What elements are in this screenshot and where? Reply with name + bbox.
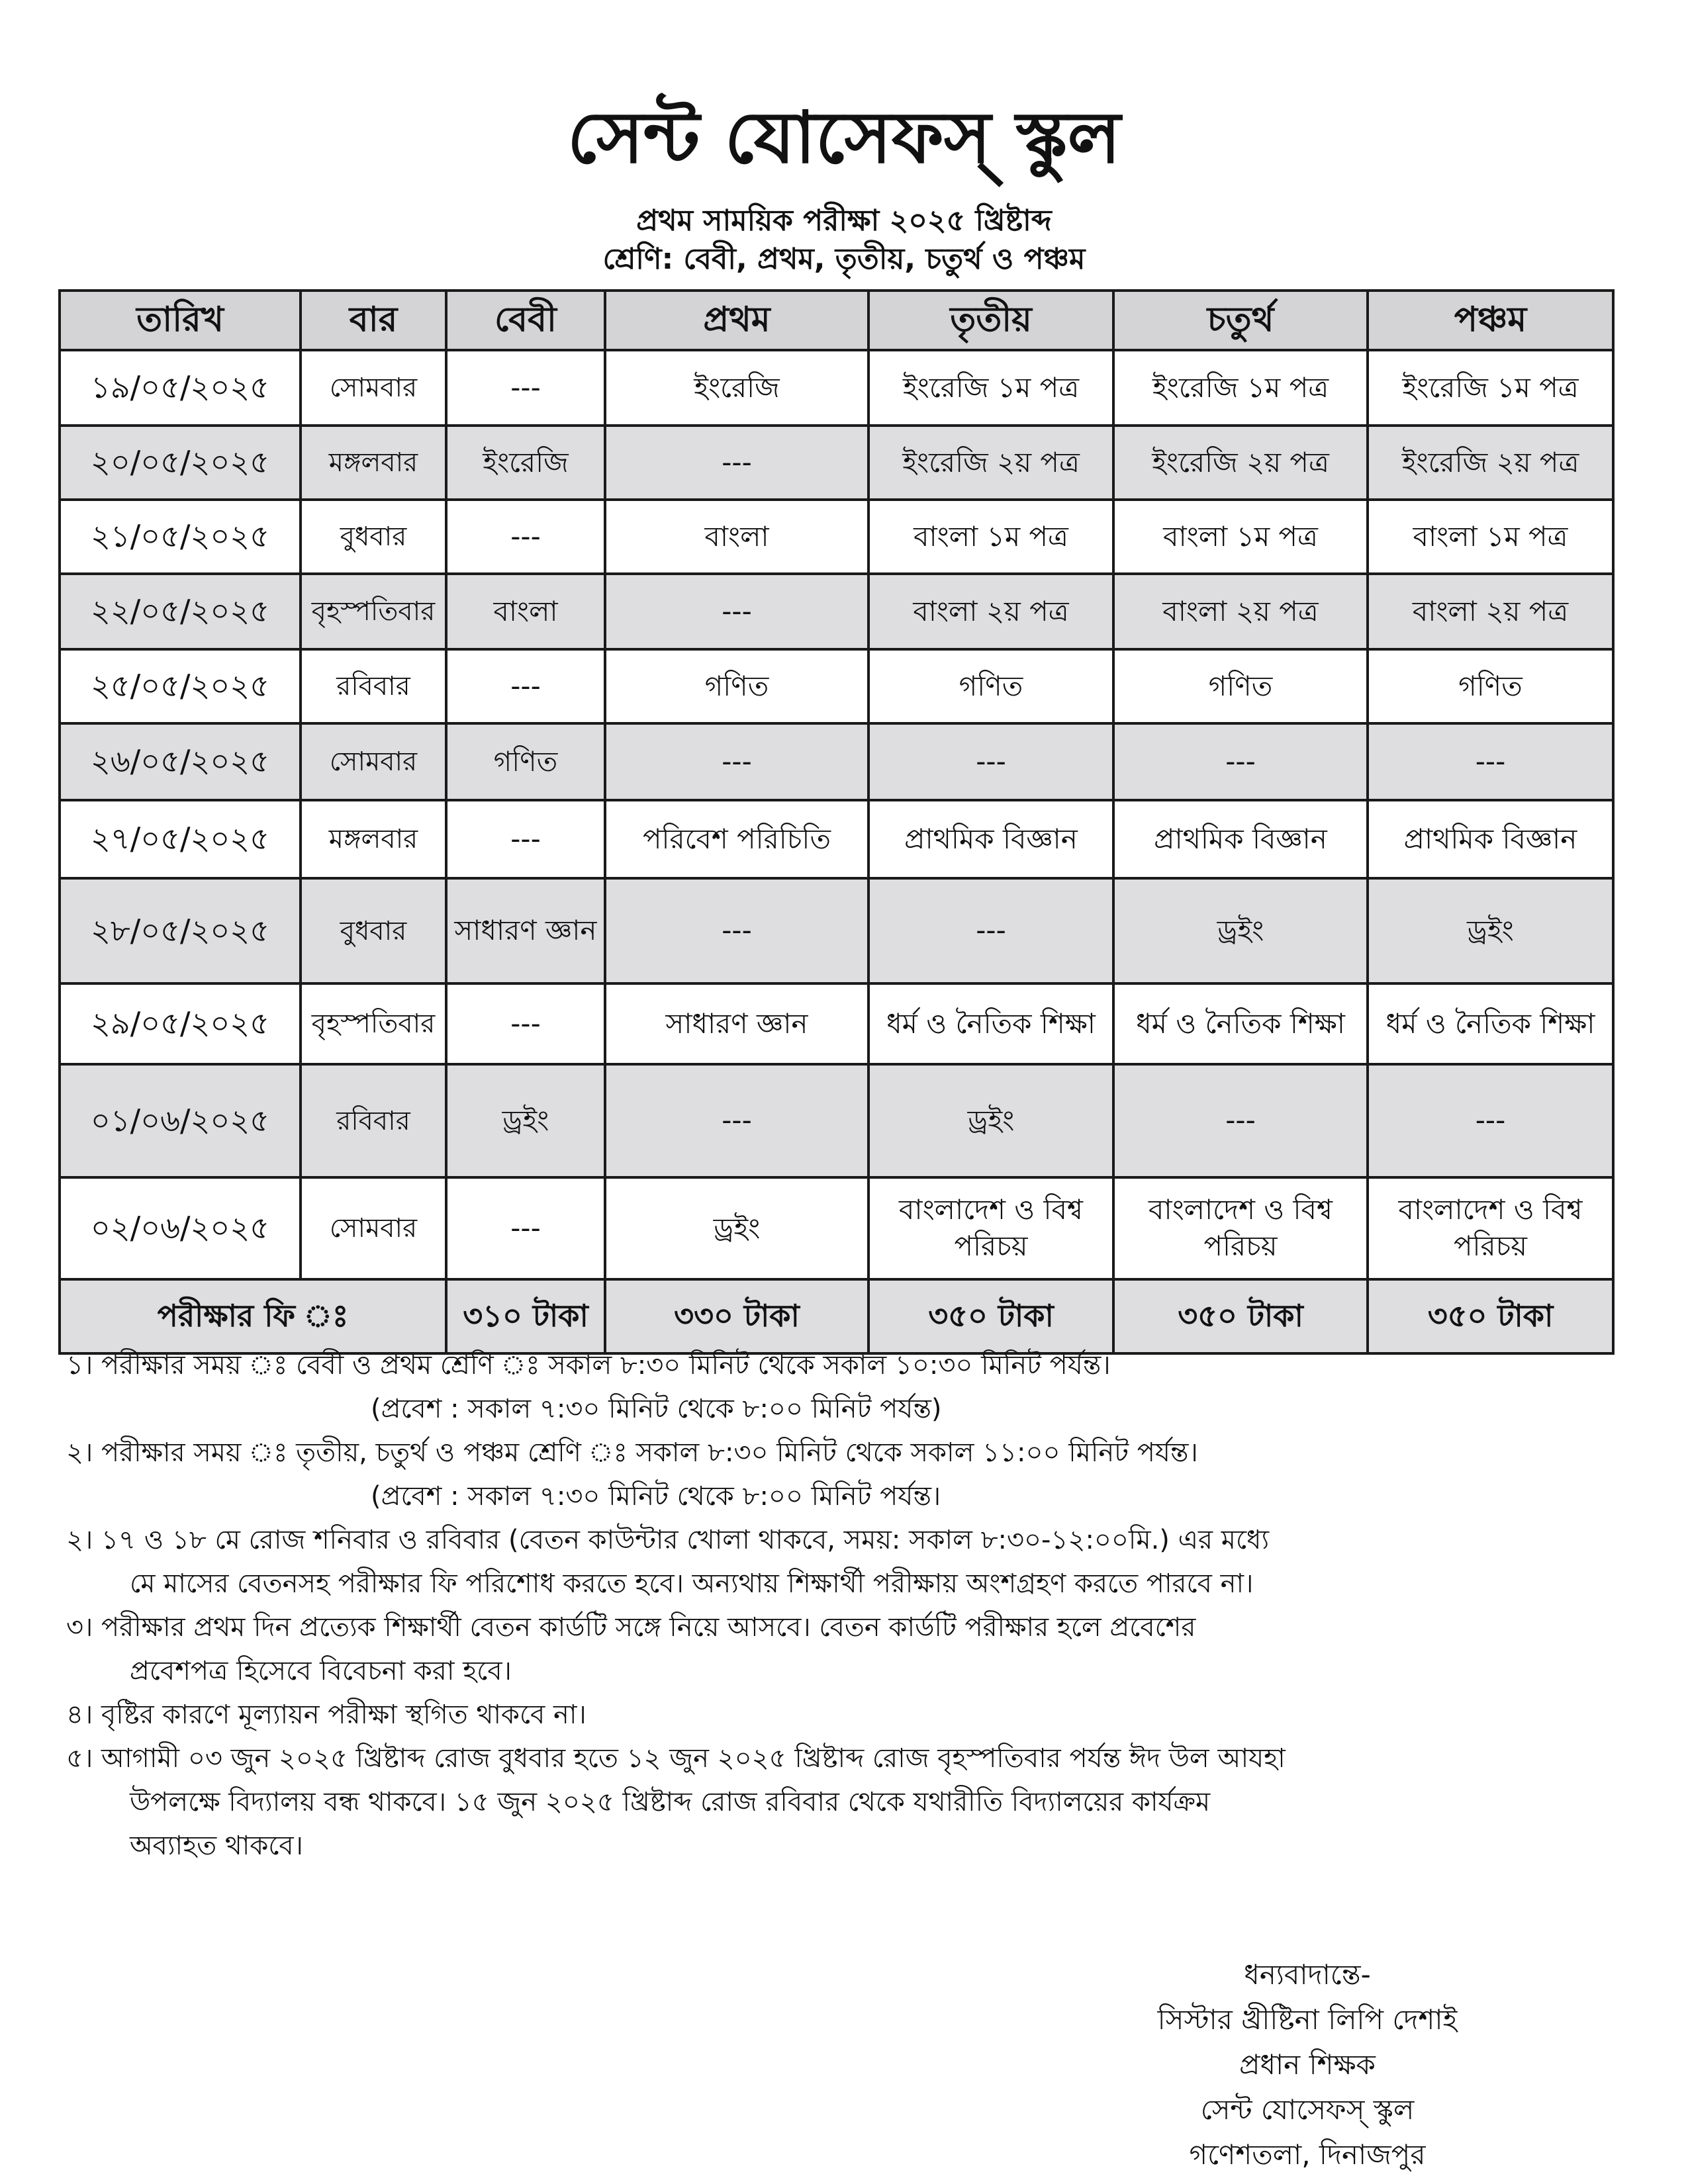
signature-title: প্রধান শিক্ষক (1239, 2048, 1376, 2081)
cell-third: প্রাথমিক বিজ্ঞান (868, 800, 1113, 878)
signature-name: সিস্টার খ্রীষ্টিনা লিপি দেশাই (1157, 2003, 1458, 2036)
note-line: (প্রবেশ : সকাল ৭:৩০ মিনিট থেকে ৮:০০ মিনিট পর্যন্ত) (371, 1394, 942, 1424)
cell-fifth: গণিত (1368, 649, 1613, 723)
note-line: ১। পরীক্ষার সময় ঃ বেবী ও প্রথম শ্রেণি ঃ সকাল ৮:৩০ মিনিট থেকে সকাল ১০:৩০ মিনিট পর্যন্ত। (66, 1350, 1111, 1381)
fee-amount: ৩৫০ টাকা (868, 1279, 1113, 1353)
note-line: মে মাসের বেতনসহ পরীক্ষার ফি পরিশোধ করতে হবে। অন্যথায় শিক্ষার্থী পরীক্ষায় অংশগ্রহণ করতে পারবে না। (130, 1569, 1254, 1599)
cell-fourth: ইংরেজি ২য় পত্র (1113, 426, 1368, 500)
exam-title: প্রথম সাময়িক পরীক্ষা ২০২৫ খ্রিষ্টাব্দ (636, 204, 1052, 238)
cell-first: সাধারণ জ্ঞান (605, 983, 868, 1064)
cell-fourth: গণিত (1113, 649, 1368, 723)
fee-amount: ৩৩০ টাকা (605, 1279, 868, 1353)
cell-first: --- (605, 574, 868, 649)
cell-baby: ড্রইং (446, 1064, 605, 1177)
cell-first: গণিত (605, 649, 868, 723)
table-row (60, 350, 1613, 426)
cell-day: সোমবার (301, 1177, 446, 1279)
cell-date: ২২/০৫/২০২৫ (60, 574, 301, 649)
table-row (60, 1064, 1613, 1177)
cell-date: ২০/০৫/২০২৫ (60, 426, 301, 500)
cell-baby: --- (446, 1177, 605, 1279)
cell-date: ১৯/০৫/২০২৫ (60, 350, 301, 426)
cell-baby: গণিত (446, 723, 605, 800)
cell-baby: সাধারণ জ্ঞান (446, 878, 605, 983)
cell-first: বাংলা (605, 500, 868, 574)
table-row (60, 983, 1613, 1064)
col-header-baby: বেবী (446, 291, 605, 350)
cell-baby: --- (446, 350, 605, 426)
fee-amount: ৩১০ টাকা (446, 1279, 605, 1353)
table-row (60, 800, 1613, 878)
cell-date: ২৫/০৫/২০২৫ (60, 649, 301, 723)
cell-day: বৃহস্পতিবার (301, 574, 446, 649)
cell-fourth: ইংরেজি ১ম পত্র (1113, 350, 1368, 426)
table-row (60, 426, 1613, 500)
fee-amount: ৩৫০ টাকা (1113, 1279, 1368, 1353)
note-line: অব্যাহত থাকবে। (130, 1831, 303, 1861)
table-header-row (60, 291, 1613, 350)
cell-third: ড্রইং (868, 1064, 1113, 1177)
note-line: ৩। পরীক্ষার প্রথম দিন প্রত্যেক শিক্ষার্থী বেতন কার্ডটি সঙ্গে নিয়ে আসবে। বেতন কার্ডটি পরীক্ষার হলে প্রবেশের (66, 1612, 1196, 1643)
cell-first: --- (605, 426, 868, 500)
cell-first: --- (605, 878, 868, 983)
cell-baby: --- (446, 649, 605, 723)
cell-third: --- (868, 723, 1113, 800)
cell-first: ড্রইং (605, 1177, 868, 1279)
cell-baby: বাংলা (446, 574, 605, 649)
cell-first: ইংরেজি (605, 350, 868, 426)
exam-routine-table (58, 289, 1615, 1355)
note-line: ৫। আগামী ০৩ জুন ২০২৫ খ্রিষ্টাব্দ রোজ বুধবার হতে ১২ জুন ২০২৫ খ্রিষ্টাব্দ রোজ বৃহস্পতিবার পর্যন্ত ঈদ উল আযহা (66, 1743, 1286, 1774)
cell-fifth: ইংরেজি ১ম পত্র (1368, 350, 1613, 426)
cell-fifth: ধর্ম ও নৈতিক শিক্ষা (1368, 983, 1613, 1064)
note-line: উপলক্ষে বিদ্যালয় বন্ধ থাকবে। ১৫ জুন ২০২৫ খ্রিষ্টাব্দ রোজ রবিবার থেকে যথারীতি বিদ্যালয়ের কার্যক্রম (130, 1787, 1211, 1817)
note-line: প্রবেশপত্র হিসেবে বিবেচনা করা হবে। (130, 1656, 512, 1686)
col-header-fourth: চতুর্থ (1113, 291, 1368, 350)
cell-baby: --- (446, 800, 605, 878)
cell-date: ০২/০৬/২০২৫ (60, 1177, 301, 1279)
cell-fifth: --- (1368, 723, 1613, 800)
signature-address: গণেশতলা, দিনাজপুর (1189, 2138, 1426, 2171)
cell-day: বৃহস্পতিবার (301, 983, 446, 1064)
cell-day: রবিবার (301, 649, 446, 723)
cell-date: ২৭/০৫/২০২৫ (60, 800, 301, 878)
cell-first: --- (605, 1064, 868, 1177)
cell-first: পরিবেশ পরিচিতি (605, 800, 868, 878)
col-header-day: বার (301, 291, 446, 350)
cell-date: ২১/০৫/২০২৫ (60, 500, 301, 574)
cell-fifth: বাংলাদেশ ও বিশ্ব পরিচয় (1368, 1177, 1613, 1279)
cell-baby: --- (446, 500, 605, 574)
col-header-fifth: পঞ্চম (1368, 291, 1613, 350)
cell-fourth: ধর্ম ও নৈতিক শিক্ষা (1113, 983, 1368, 1064)
signature-block (1059, 1952, 1556, 2177)
table-row (60, 878, 1613, 983)
cell-day: মঙ্গলবার (301, 800, 446, 878)
fee-row (60, 1279, 1613, 1353)
cell-fifth: বাংলা ২য় পত্র (1368, 574, 1613, 649)
cell-day: বুধবার (301, 878, 446, 983)
cell-date: ২৬/০৫/২০২৫ (60, 723, 301, 800)
cell-third: ইংরেজি ১ম পত্র (868, 350, 1113, 426)
fee-label: পরীক্ষার ফি ঃ (60, 1279, 446, 1353)
cell-fourth: --- (1113, 1064, 1368, 1177)
cell-date: ২৯/০৫/২০২৫ (60, 983, 301, 1064)
col-header-first: প্রথম (605, 291, 868, 350)
cell-baby: ইংরেজি (446, 426, 605, 500)
cell-third: বাংলাদেশ ও বিশ্ব পরিচয় (868, 1177, 1113, 1279)
cell-fifth: ইংরেজি ২য় পত্র (1368, 426, 1613, 500)
col-header-third: তৃতীয় (868, 291, 1113, 350)
fee-amount: ৩৫০ টাকা (1368, 1279, 1613, 1353)
note-line: (প্রবেশ : সকাল ৭:৩০ মিনিট থেকে ৮:০০ মিনিট পর্যন্ত। (371, 1481, 941, 1512)
cell-date: ০১/০৬/২০২৫ (60, 1064, 301, 1177)
school-title: সেন্ট যোসেফস্ স্কুল (567, 97, 1121, 179)
cell-third: বাংলা ২য় পত্র (868, 574, 1113, 649)
cell-fourth: বাংলা ১ম পত্র (1113, 500, 1368, 574)
table-row (60, 649, 1613, 723)
cell-day: বুধবার (301, 500, 446, 574)
cell-fourth: ড্রইং (1113, 878, 1368, 983)
cell-fifth: বাংলা ১ম পত্র (1368, 500, 1613, 574)
cell-day: রবিবার (301, 1064, 446, 1177)
note-line: ২। পরীক্ষার সময় ঃ তৃতীয়, চতুর্থ ও পঞ্চম শ্রেণি ঃ সকাল ৮:৩০ মিনিট থেকে সকাল ১১:০০ মিনিট পর্যন্ত। (66, 1437, 1198, 1468)
table-row (60, 723, 1613, 800)
cell-third: বাংলা ১ম পত্র (868, 500, 1113, 574)
table-row (60, 1177, 1613, 1279)
cell-third: গণিত (868, 649, 1113, 723)
table-row (60, 574, 1613, 649)
classes-subtitle: শ্রেণি: বেবী, প্রথম, তৃতীয়, চতুর্থ ও পঞ্চম (602, 242, 1086, 276)
cell-fifth: --- (1368, 1064, 1613, 1177)
note-line: ২। ১৭ ও ১৮ মে রোজ শনিবার ও রবিবার (বেতন কাউন্টার খোলা থাকবে, সময়: সকাল ৮:৩০-১২:০০মি.) এর মধ্যে (66, 1525, 1270, 1555)
cell-fifth: প্রাথমিক বিজ্ঞান (1368, 800, 1613, 878)
cell-fourth: বাংলাদেশ ও বিশ্ব পরিচয় (1113, 1177, 1368, 1279)
signature-school: সেন্ট যোসেফস্ স্কুল (1200, 2093, 1415, 2126)
table-row (60, 500, 1613, 574)
cell-fourth: প্রাথমিক বিজ্ঞান (1113, 800, 1368, 878)
cell-fourth: বাংলা ২য় পত্র (1113, 574, 1368, 649)
cell-day: মঙ্গলবার (301, 426, 446, 500)
cell-third: ইংরেজি ২য় পত্র (868, 426, 1113, 500)
cell-first: --- (605, 723, 868, 800)
cell-day: সোমবার (301, 350, 446, 426)
cell-day: সোমবার (301, 723, 446, 800)
cell-fifth: ড্রইং (1368, 878, 1613, 983)
cell-baby: --- (446, 983, 605, 1064)
notes-section (66, 1343, 1628, 1868)
signature-closing: ধন্যবাদান্তে- (1244, 1958, 1371, 1991)
cell-fourth: --- (1113, 723, 1368, 800)
note-line: ৪। বৃষ্টির কারণে মূল্যায়ন পরীক্ষা স্থগিত থাকবে না। (66, 1700, 586, 1730)
cell-third: --- (868, 878, 1113, 983)
cell-third: ধর্ম ও নৈতিক শিক্ষা (868, 983, 1113, 1064)
cell-date: ২৮/০৫/২০২৫ (60, 878, 301, 983)
col-header-date: তারিখ (60, 291, 301, 350)
